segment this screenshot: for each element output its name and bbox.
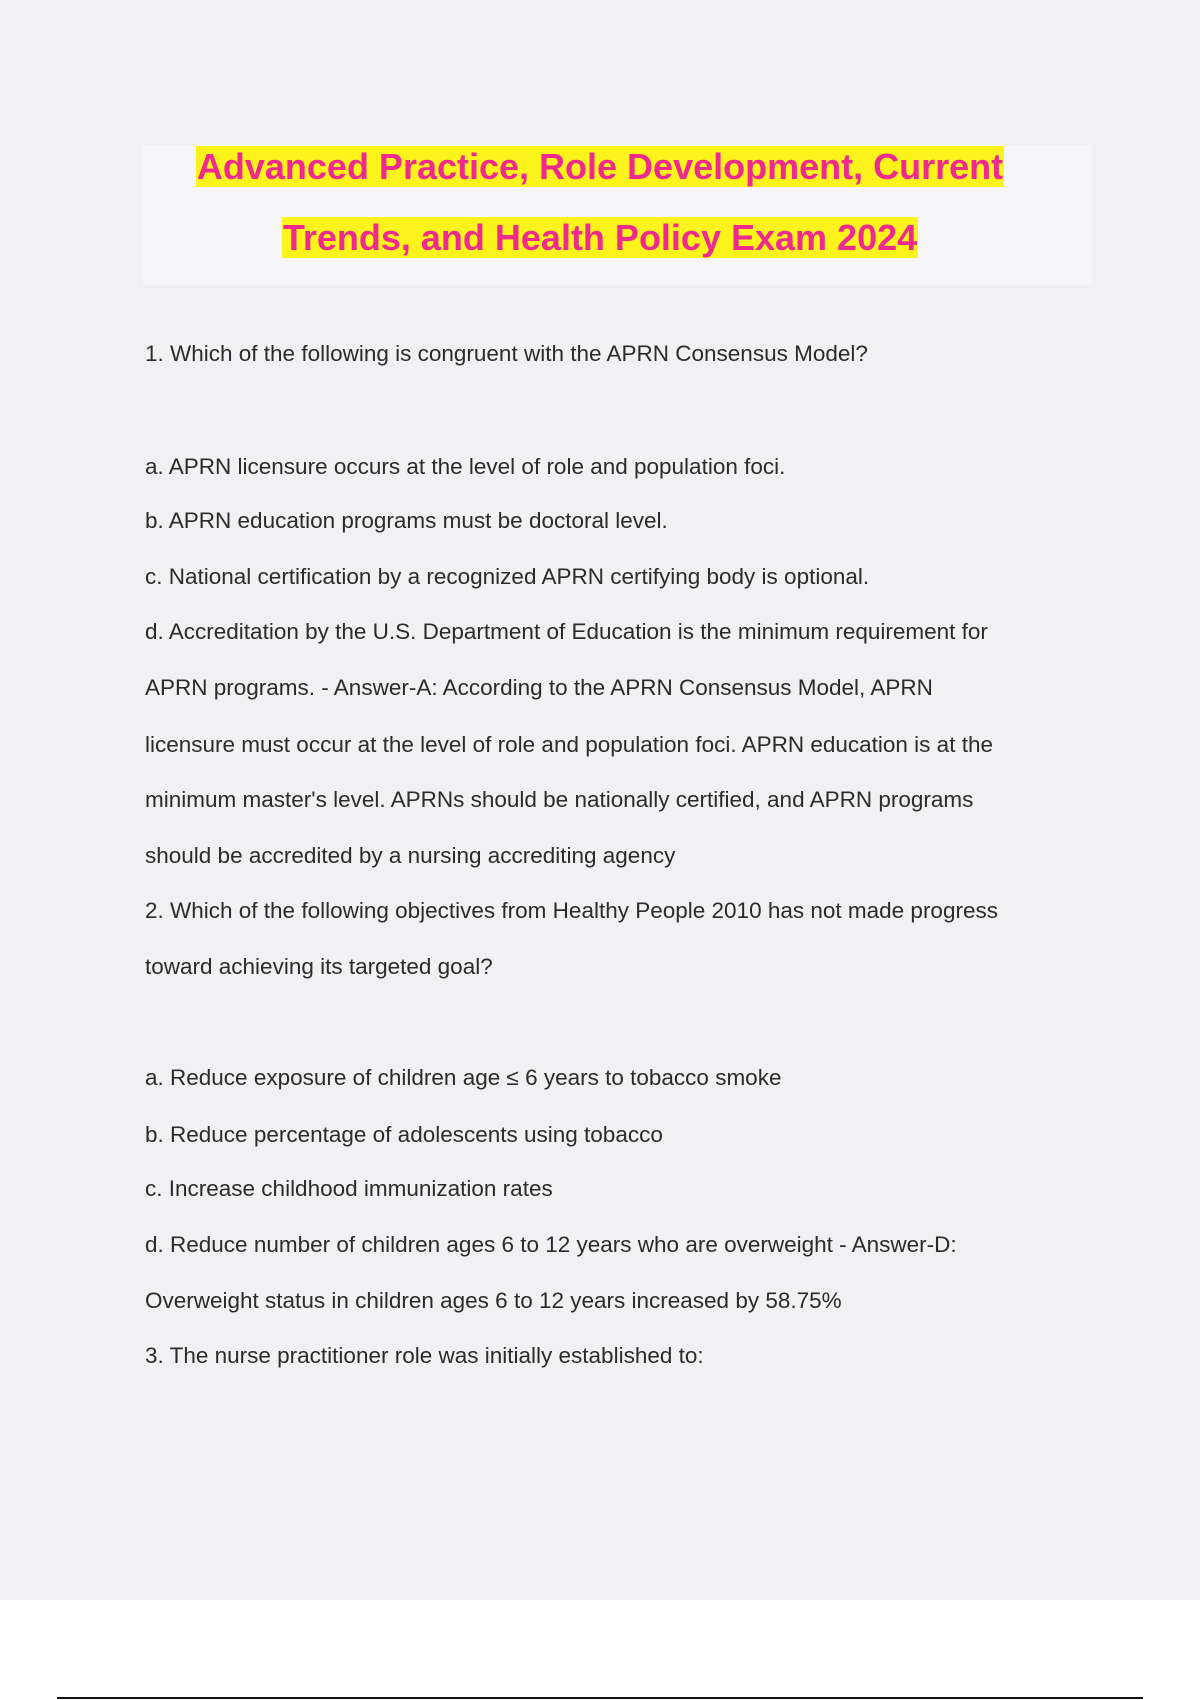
question-2-option-d: d. Reduce number of children ages 6 to 12 years who are overweight - Answer-D: [145,1232,957,1257]
question-2-option-b: b. Reduce percentage of adolescents using tobacco [145,1122,663,1147]
question-2-option-a: a. Reduce exposure of children age ≤ 6 years to tobacco smoke [145,1065,782,1090]
page-bottom-rule [57,1697,1143,1699]
question-2-stem: 2. Which of the following objectives from Healthy People 2010 has not made progress [145,898,998,923]
question-2-option-c: c. Increase childhood immunization rates [145,1176,553,1201]
question-1-option-d: d. Accreditation by the U.S. Department of Education is the minimum requirement for [145,619,988,644]
question-2-answer-line: Overweight status in children ages 6 to 12 years increased by 58.75% [145,1288,842,1313]
question-1-option-b: b. APRN education programs must be doctoral level. [145,508,668,533]
document-title-line-1 [0,144,1200,190]
question-3-stem: 3. The nurse practitioner role was initially established to: [145,1343,704,1368]
question-2-stem-continued: toward achieving its targeted goal? [145,954,493,979]
document-title-line-2 [0,215,1200,261]
question-1-option-a: a. APRN licensure occurs at the level of role and population foci. [145,454,786,479]
question-1-answer-line: APRN programs. - Answer-A: According to the APRN Consensus Model, APRN [145,675,933,700]
question-1-rationale-line: should be accredited by a nursing accrediting agency [145,843,676,868]
question-1-stem: 1. Which of the following is congruent with the APRN Consensus Model? [145,341,868,366]
title-highlight-2: Trends, and Health Policy Exam 2024 [282,217,918,258]
question-1-rationale-line: minimum master's level. APRNs should be nationally certified, and APRN programs [145,787,974,812]
question-1-rationale-line: licensure must occur at the level of role and population foci. APRN education is at the [145,732,993,757]
title-highlight-1: Advanced Practice, Role Development, Current [196,146,1004,187]
question-1-option-c: c. National certification by a recognized APRN certifying body is optional. [145,564,870,589]
